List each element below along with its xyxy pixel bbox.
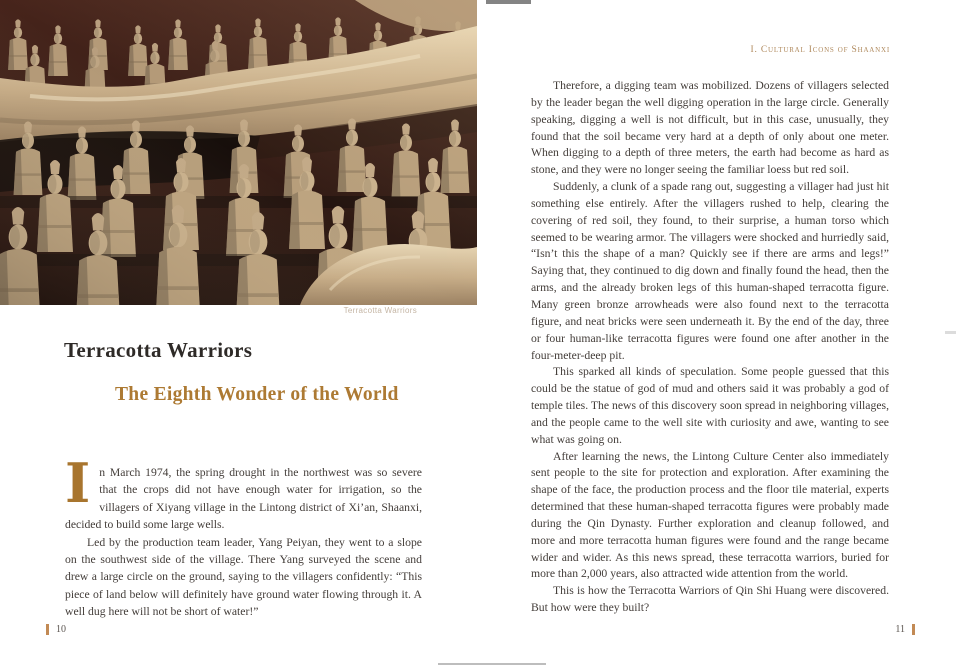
folio-bar (46, 624, 49, 635)
paragraph-text: n March 1974, the spring drought in the northwest was so severe that the crops did not have enough water for irrigation, so the villagers of Xiyang village in the Lintong district of Xi’an, Shaanxi, decided to build some large wells. (65, 466, 422, 532)
folio-number: 10 (56, 624, 66, 635)
paragraph: This is how the Terracotta Warriors of Qin Shi Huang were discovered. But how were they built? (531, 584, 889, 615)
paragraph: This sparked all kinds of speculation. Some people guessed that this could be the statue of god of mud and others said it was probably a god of temple tiles. The news of this discovery soon spread in neighboring villages, and the people came to the well site with curiosity and awe, wanting to see what was going on. (531, 365, 889, 446)
chapter-subtitle: The Eighth Wonder of the World (115, 384, 399, 405)
chapter-title: Terracotta Warriors (64, 338, 253, 362)
binding-mark-right (945, 331, 956, 334)
drop-cap: I (65, 451, 91, 515)
page-number-left (46, 624, 66, 635)
paragraph: Therefore, a digging team was mobilized. Dozens of villagers selected by the leader began the well digging operation in the large circle. Generally speaking, digging a well is not difficult, but in this case, unusually, they found that the soil became very hard at a depth of only about one meter. When digging to a depth of three meters, the earth had become as hard as stone, and they were no longer seeing the familiar loess but red soil. (531, 79, 889, 177)
paragraph: Led by the production team leader, Yang Peiyan, they went to a slope on the southwest side of the village. There Yang surveyed the scene and drew a large circle on the ground, saying to the villagers confidently: “This piece of land below will definitely have ground water flowing through it. A well dug here will not be short of water!” (65, 535, 422, 619)
binding-mark-top (486, 0, 531, 4)
binding-mark-bottom (438, 663, 546, 665)
page-number-right (845, 624, 915, 635)
running-head: I. Cultural Icons of Shaanxi (750, 45, 890, 55)
paragraph: After learning the news, the Lintong Culture Center also immediately sent people to the site for protection and exploration. After examining the shape of the face, the production process and the floor tile material, experts determined that these human-shaped terracotta figures were probably made during the Qin Dynasty. Further exploration and cleanup followed, and more and more terracotta human figures were found and the range became wider and wider. As this news spread, these terracotta warriors, buried for more than 2,000 years, also attracted wide attention from the world. (531, 449, 889, 581)
left-page-body (65, 451, 422, 621)
photo-caption: Terracotta Warriors (343, 306, 417, 315)
terracotta-warriors-photo (0, 0, 477, 305)
paragraph: Suddenly, a clunk of a spade rang out, suggesting a villager had just hit something else entirely. After the villagers rushed to help, clearing the covering of red soil, they found, to their surprise, a human torso which seemed to be wearing armor. The villagers were shocked and hurriedly said, “Isn’t this the shape of a man? Quickly see if there are arms and legs!” Saying that, they continued to dig down and finally found the head, then the arms, and the already broken legs of this human-shaped terracotta figure. Many green bronze arrowheads were also found next to the terracotta figure, and neat bricks were seen underneath it. By the end of the day, three or four human-like terracotta figures were found one after another in the four-meter-deep pit. (531, 180, 889, 362)
paragraph (65, 451, 422, 534)
folio-number: 11 (895, 624, 905, 635)
folio-bar (912, 624, 915, 635)
right-page-body (531, 78, 889, 617)
